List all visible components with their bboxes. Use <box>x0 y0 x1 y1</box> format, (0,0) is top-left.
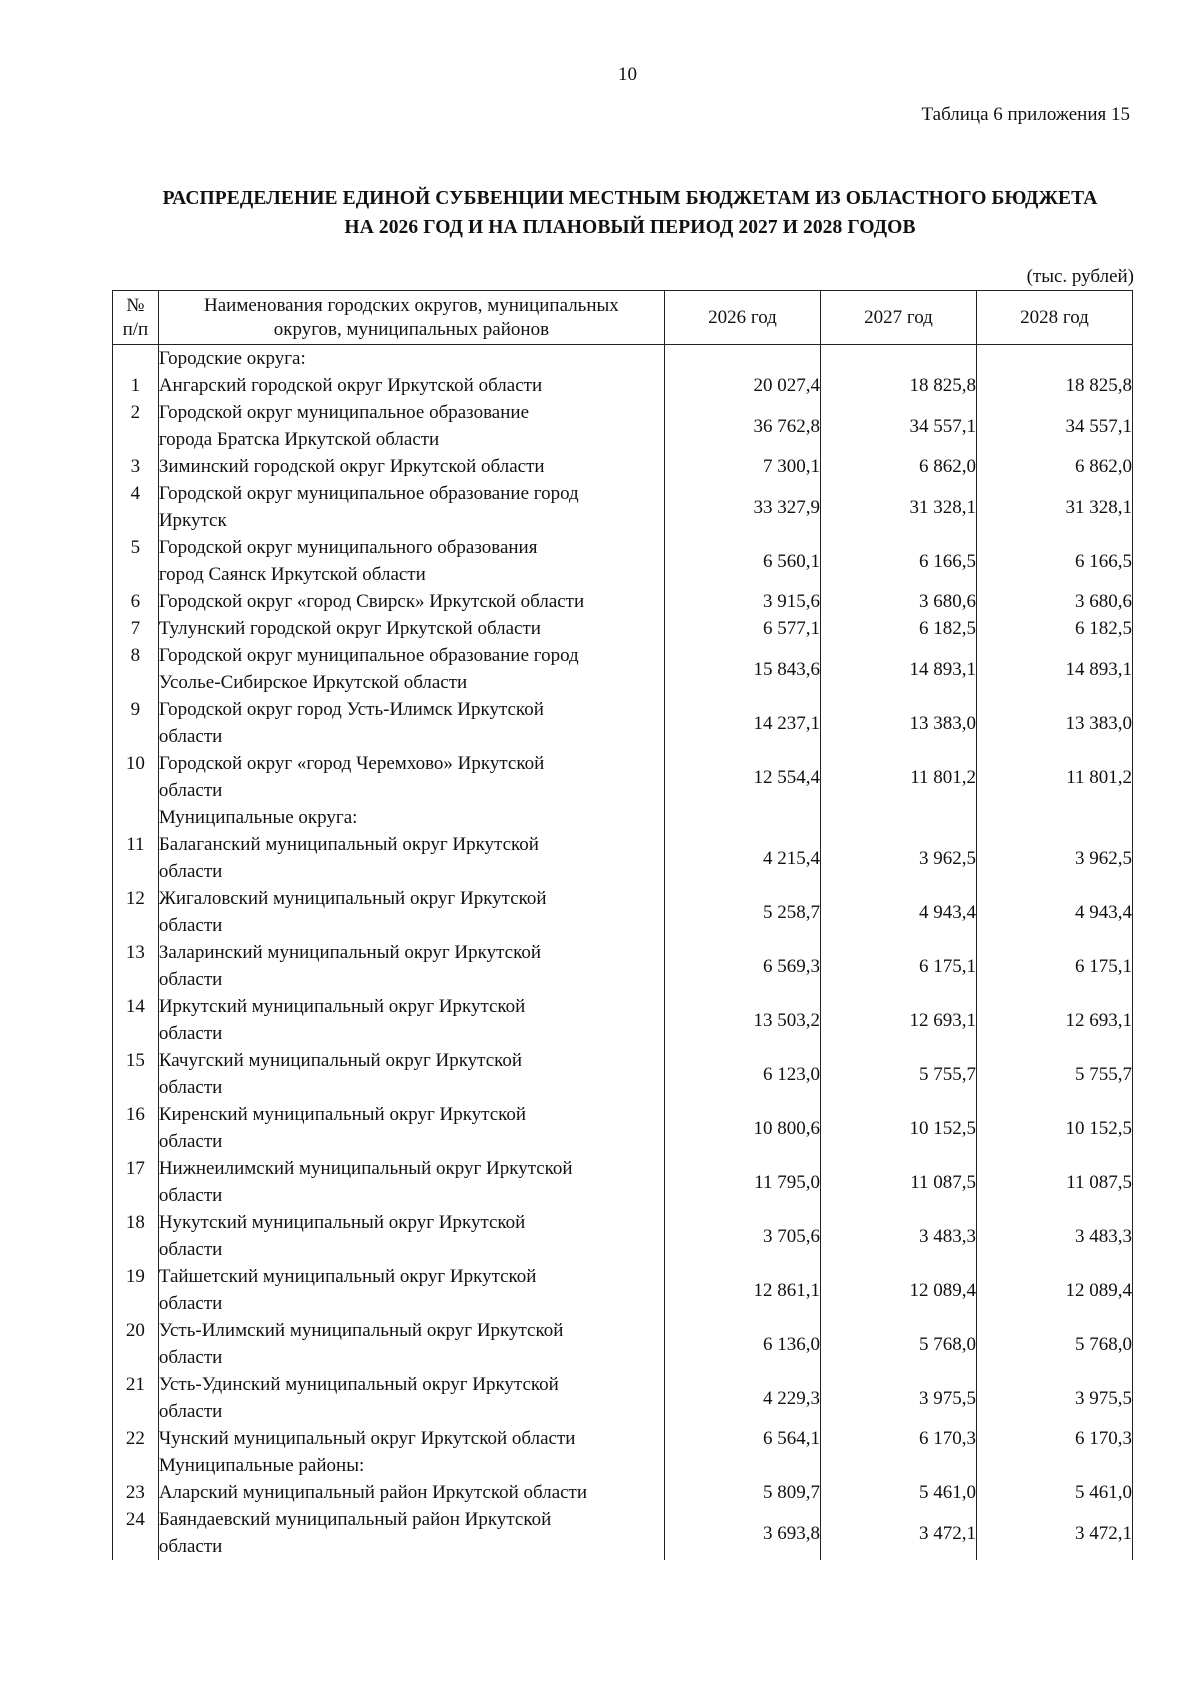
value-2027: 3 975,5 <box>820 1371 976 1425</box>
value-2026: 6 123,0 <box>664 1047 820 1101</box>
row-name-line: Аларский муниципальный район Иркутской области <box>158 1482 588 1503</box>
value-2028: 3 975,5 <box>976 1371 1132 1425</box>
table-row <box>113 831 1133 885</box>
row-name <box>158 615 664 642</box>
title-line-2: НА 2026 ГОД И НА ПЛАНОВЫЙ ПЕРИОД 2027 И 2028 ГОДОВ <box>344 217 916 238</box>
title-line-1: РАСПРЕДЕЛЕНИЕ ЕДИНОЙ СУБВЕНЦИИ МЕСТНЫМ БЮДЖЕТАМ ИЗ ОБЛАСТНОГО БЮДЖЕТА <box>162 188 1098 209</box>
value-2026: 3 915,6 <box>664 588 820 615</box>
value-2028: 13 383,0 <box>976 696 1132 750</box>
row-name-line: Заларинский муниципальный округ Иркутской <box>158 942 542 963</box>
value-2027: 12 693,1 <box>820 993 976 1047</box>
table-row <box>113 588 1133 615</box>
row-number: 20 <box>113 1317 159 1371</box>
value-2027: 4 943,4 <box>820 885 976 939</box>
row-name-line: Тулунский городской округ Иркутской области <box>158 618 541 639</box>
value-2028: 6 862,0 <box>976 453 1132 480</box>
value-2027: 3 680,6 <box>820 588 976 615</box>
section-label: Муниципальные районы: <box>158 1452 664 1479</box>
row-name-line: Баяндаевский муниципальный район Иркутской <box>158 1509 552 1530</box>
row-name <box>158 588 664 615</box>
value-2026: 11 795,0 <box>664 1155 820 1209</box>
value-2028: 6 175,1 <box>976 939 1132 993</box>
row-number: 1 <box>113 372 159 399</box>
value-2028: 3 483,3 <box>976 1209 1132 1263</box>
section-label: Муниципальные округа: <box>158 804 664 831</box>
row-name <box>158 1155 664 1209</box>
row-number <box>113 1452 159 1479</box>
row-number: 24 <box>113 1506 159 1560</box>
table-row <box>113 1101 1133 1155</box>
value-2028: 12 693,1 <box>976 993 1132 1047</box>
value-2026: 7 300,1 <box>664 453 820 480</box>
value-2026: 6 560,1 <box>664 534 820 588</box>
value-2026: 3 693,8 <box>664 1506 820 1560</box>
value-2026: 5 809,7 <box>664 1479 820 1506</box>
row-name-line: Чунский муниципальный округ Иркутской области <box>158 1428 576 1449</box>
row-name <box>158 750 664 804</box>
row-name-line: области <box>158 861 223 882</box>
row-number: 15 <box>113 1047 159 1101</box>
value-2028: 10 152,5 <box>976 1101 1132 1155</box>
row-name-line: город Саянск Иркутской области <box>158 564 426 585</box>
value-2028: 18 825,8 <box>976 372 1132 399</box>
row-name <box>158 480 664 534</box>
value-2027: 6 182,5 <box>820 615 976 642</box>
value-2028: 3 962,5 <box>976 831 1132 885</box>
table-row <box>113 1155 1133 1209</box>
value-2026: 6 564,1 <box>664 1425 820 1452</box>
row-name-line: города Братска Иркутской области <box>158 429 440 450</box>
section-row <box>113 804 1133 831</box>
row-name-line: Зиминский городской округ Иркутской области <box>158 456 545 477</box>
table-row <box>113 615 1133 642</box>
value-2026: 5 258,7 <box>664 885 820 939</box>
value-2027: 6 166,5 <box>820 534 976 588</box>
row-name <box>158 939 664 993</box>
row-name-line: области <box>158 1077 223 1098</box>
row-name-line: Городской округ муниципальное образование город <box>158 483 579 504</box>
value-2028: 6 170,3 <box>976 1425 1132 1452</box>
row-number: 13 <box>113 939 159 993</box>
row-name-line: области <box>158 726 223 747</box>
table-row <box>113 399 1133 453</box>
row-name-line: Нижнеилимский муниципальный округ Иркутской <box>158 1158 573 1179</box>
section-row <box>113 345 1133 373</box>
row-number: 2 <box>113 399 159 453</box>
value-2028: 11 801,2 <box>976 750 1132 804</box>
value-2028: 12 089,4 <box>976 1263 1132 1317</box>
row-name-line: Городской округ муниципальное образование город <box>158 645 579 666</box>
value-2028: 3 472,1 <box>976 1506 1132 1560</box>
row-name-line: области <box>158 915 223 936</box>
value-2028: 6 182,5 <box>976 615 1132 642</box>
table-row <box>113 939 1133 993</box>
row-number: 9 <box>113 696 159 750</box>
value-2028: 5 768,0 <box>976 1317 1132 1371</box>
row-name-line: области <box>158 1131 223 1152</box>
value-2026: 3 705,6 <box>664 1209 820 1263</box>
row-name-line: Городской округ «город Свирск» Иркутской области <box>158 591 585 612</box>
value-2026: 12 861,1 <box>664 1263 820 1317</box>
row-number: 12 <box>113 885 159 939</box>
value-2028: 4 943,4 <box>976 885 1132 939</box>
table-row <box>113 1263 1133 1317</box>
row-name-line: области <box>158 1023 223 1044</box>
row-name-line: области <box>158 1536 223 1557</box>
table-row <box>113 1506 1133 1560</box>
row-number: 21 <box>113 1371 159 1425</box>
row-name-line: Нукутский муниципальный округ Иркутской <box>158 1212 526 1233</box>
value-2028: 5 755,7 <box>976 1047 1132 1101</box>
row-name-line: Городской округ муниципальное образование <box>158 402 529 423</box>
row-number: 19 <box>113 1263 159 1317</box>
table-row <box>113 1047 1133 1101</box>
value-2027: 13 383,0 <box>820 696 976 750</box>
row-name-line: Ангарский городской округ Иркутской области <box>158 375 543 396</box>
row-name-line: Иркутск <box>158 510 227 531</box>
header-2026: 2026 год <box>664 291 820 345</box>
value-2027: 18 825,8 <box>820 372 976 399</box>
row-number: 14 <box>113 993 159 1047</box>
value-2028: 3 680,6 <box>976 588 1132 615</box>
value-2028: 6 166,5 <box>976 534 1132 588</box>
value-2026: 6 577,1 <box>664 615 820 642</box>
value-2028: 14 893,1 <box>976 642 1132 696</box>
row-name <box>158 372 664 399</box>
row-number: 7 <box>113 615 159 642</box>
value-2026: 10 800,6 <box>664 1101 820 1155</box>
value-2027: 3 962,5 <box>820 831 976 885</box>
value-2027: 3 483,3 <box>820 1209 976 1263</box>
subvention-table <box>112 290 1133 1560</box>
value-2027: 5 461,0 <box>820 1479 976 1506</box>
row-number: 22 <box>113 1425 159 1452</box>
row-name <box>158 885 664 939</box>
row-name <box>158 831 664 885</box>
table-row <box>113 1479 1133 1506</box>
section-label: Городские округа: <box>158 345 664 373</box>
table-reference: Таблица 6 приложения 15 <box>921 104 1130 125</box>
row-name-line: области <box>158 1401 223 1422</box>
value-2027: 14 893,1 <box>820 642 976 696</box>
value-2027: 5 755,7 <box>820 1047 976 1101</box>
value-2026: 15 843,6 <box>664 642 820 696</box>
value-2026: 6 569,3 <box>664 939 820 993</box>
row-number: 10 <box>113 750 159 804</box>
row-number: 6 <box>113 588 159 615</box>
value-2026: 6 136,0 <box>664 1317 820 1371</box>
row-number: 18 <box>113 1209 159 1263</box>
row-number: 5 <box>113 534 159 588</box>
table-row <box>113 696 1133 750</box>
table-row <box>113 453 1133 480</box>
page-number: 10 <box>618 64 637 85</box>
row-number <box>113 345 159 373</box>
row-name <box>158 1263 664 1317</box>
value-2028: 34 557,1 <box>976 399 1132 453</box>
table-row <box>113 480 1133 534</box>
table-row <box>113 885 1133 939</box>
row-name-line: области <box>158 969 223 990</box>
row-name-line: Городской округ город Усть-Илимск Иркутской <box>158 699 544 720</box>
row-name <box>158 399 664 453</box>
header-number: № п/п <box>113 291 159 345</box>
row-name-line: области <box>158 780 223 801</box>
row-number <box>113 804 159 831</box>
section-row <box>113 1452 1133 1479</box>
document-title <box>100 184 1160 242</box>
value-2026: 36 762,8 <box>664 399 820 453</box>
value-2026: 20 027,4 <box>664 372 820 399</box>
value-2027: 11 087,5 <box>820 1155 976 1209</box>
row-name-line: Усть-Удинский муниципальный округ Иркутской <box>158 1374 559 1395</box>
header-2027: 2027 год <box>820 291 976 345</box>
row-number: 3 <box>113 453 159 480</box>
row-name-line: Усолье-Сибирское Иркутской области <box>158 672 468 693</box>
table-row <box>113 1317 1133 1371</box>
value-2028: 11 087,5 <box>976 1155 1132 1209</box>
row-name-line: Усть-Илимский муниципальный округ Иркутской <box>158 1320 564 1341</box>
row-number: 17 <box>113 1155 159 1209</box>
row-name-line: Жигаловский муниципальный округ Иркутской <box>158 888 547 909</box>
value-2027: 34 557,1 <box>820 399 976 453</box>
value-2027: 10 152,5 <box>820 1101 976 1155</box>
row-name <box>158 1479 664 1506</box>
table-row <box>113 1425 1133 1452</box>
value-2027: 5 768,0 <box>820 1317 976 1371</box>
table-row <box>113 750 1133 804</box>
row-name <box>158 1101 664 1155</box>
row-name <box>158 642 664 696</box>
row-number: 16 <box>113 1101 159 1155</box>
row-number: 8 <box>113 642 159 696</box>
row-name-line: области <box>158 1347 223 1368</box>
row-name <box>158 1317 664 1371</box>
table-header-row <box>113 291 1133 345</box>
table-row <box>113 1371 1133 1425</box>
row-name-line: Городской округ муниципального образования <box>158 537 538 558</box>
value-2027: 31 328,1 <box>820 480 976 534</box>
row-name <box>158 1047 664 1101</box>
table-row <box>113 372 1133 399</box>
row-name <box>158 534 664 588</box>
row-name-line: Тайшетский муниципальный округ Иркутской <box>158 1266 537 1287</box>
table-body <box>113 345 1133 1561</box>
row-name-line: Балаганский муниципальный округ Иркутской <box>158 834 539 855</box>
value-2027: 3 472,1 <box>820 1506 976 1560</box>
row-number: 4 <box>113 480 159 534</box>
value-2028: 5 461,0 <box>976 1479 1132 1506</box>
value-2027: 11 801,2 <box>820 750 976 804</box>
value-2028: 31 328,1 <box>976 480 1132 534</box>
value-2027: 6 175,1 <box>820 939 976 993</box>
row-name-line: области <box>158 1185 223 1206</box>
value-2026: 12 554,4 <box>664 750 820 804</box>
row-number: 23 <box>113 1479 159 1506</box>
value-2026: 13 503,2 <box>664 993 820 1047</box>
value-2026: 33 327,9 <box>664 480 820 534</box>
row-name-line: Киренский муниципальный округ Иркутской <box>158 1104 527 1125</box>
value-2027: 6 862,0 <box>820 453 976 480</box>
value-2027: 6 170,3 <box>820 1425 976 1452</box>
row-name-line: Качугский муниципальный округ Иркутской <box>158 1050 523 1071</box>
table-row <box>113 993 1133 1047</box>
row-name <box>158 993 664 1047</box>
row-name <box>158 696 664 750</box>
row-name <box>158 453 664 480</box>
table-row <box>113 1209 1133 1263</box>
row-name <box>158 1209 664 1263</box>
row-number: 11 <box>113 831 159 885</box>
value-2026: 14 237,1 <box>664 696 820 750</box>
row-name <box>158 1506 664 1560</box>
row-name-line: Иркутский муниципальный округ Иркутской <box>158 996 526 1017</box>
header-name: Наименования городских округов, муниципальных округов, муниципальных районов <box>158 291 664 345</box>
row-name-line: области <box>158 1239 223 1260</box>
value-2027: 12 089,4 <box>820 1263 976 1317</box>
units-label: (тыс. рублей) <box>1026 266 1134 287</box>
row-name-line: Городской округ «город Черемхово» Иркутской <box>158 753 545 774</box>
header-2028: 2028 год <box>976 291 1132 345</box>
table-row <box>113 642 1133 696</box>
value-2026: 4 215,4 <box>664 831 820 885</box>
row-name <box>158 1371 664 1425</box>
table-row <box>113 534 1133 588</box>
row-name-line: области <box>158 1293 223 1314</box>
row-name <box>158 1425 664 1452</box>
value-2026: 4 229,3 <box>664 1371 820 1425</box>
